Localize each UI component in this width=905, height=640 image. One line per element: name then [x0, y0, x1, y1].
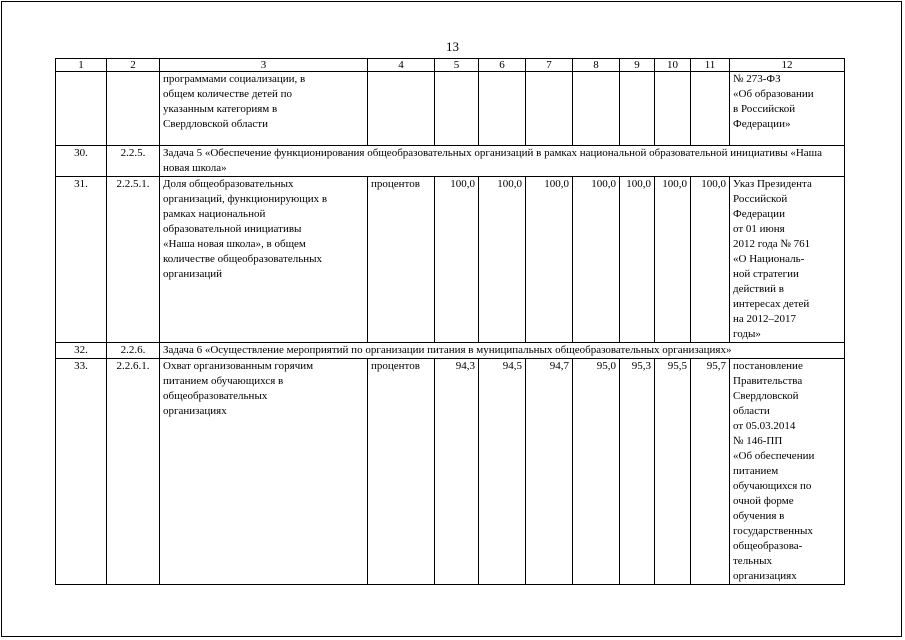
header-cell: 8 [573, 59, 620, 72]
header-row [56, 59, 845, 72]
value-cell: 100,0 [620, 177, 655, 343]
header-cell: 10 [655, 59, 691, 72]
indicator-cell: Доля общеобразовательных организаций, функционирующих в рамках национальной образовательной инициативы «Наша новая школа», в общем количестве общеобразовательных организаций [160, 177, 368, 343]
header-cell: 12 [730, 59, 845, 72]
row-number-cell: 33. [56, 359, 107, 585]
header-cell: 4 [368, 59, 435, 72]
value-cell: 94,7 [526, 359, 573, 585]
header-cell: 2 [107, 59, 160, 72]
header-cell: 6 [479, 59, 526, 72]
task-title-cell: Задача 5 «Обеспечение функционирования общеобразовательных организаций в рамках национальной образовательной инициативы «Наша новая школа» [160, 146, 845, 177]
task-title-cell: Задача 6 «Осуществление мероприятий по организации питания в муниципальных общеобразовательных организациях» [160, 343, 845, 359]
header-cell: 7 [526, 59, 573, 72]
value-cell: 100,0 [479, 177, 526, 343]
value-cell: 100,0 [435, 177, 479, 343]
row-code-cell: 2.2.5.1. [107, 177, 160, 343]
value-cell: 100,0 [691, 177, 730, 343]
indicator-cell: Охват организованным горячим питанием обучающихся в общеобразовательных организациях [160, 359, 368, 585]
indicator-cell: программами социализации, в общем количестве детей по указанным категориям в Свердловской области [160, 72, 368, 146]
value-cell: 95,3 [620, 359, 655, 585]
header-cell: 1 [56, 59, 107, 72]
row-number-cell: 31. [56, 177, 107, 343]
source-cell: постановление Правительства Свердловской области от 05.03.2014 № 146-ПП «Об обеспечении питанием обучающихся по очной форме обучения в государственных общеобразова- тельных организациях [730, 359, 845, 585]
header-cell: 11 [691, 59, 730, 72]
value-cell [435, 72, 479, 146]
value-cell: 100,0 [655, 177, 691, 343]
value-cell [526, 72, 573, 146]
source-cell: № 273-ФЗ «Об образовании в Российской Федерации» [730, 72, 845, 146]
row-number-cell: 30. [56, 146, 107, 177]
page-number: 13 [446, 39, 459, 54]
value-cell [573, 72, 620, 146]
table-row [56, 177, 845, 343]
row-number-cell [56, 72, 107, 146]
task-row [56, 146, 845, 177]
value-cell [691, 72, 730, 146]
header-cell: 5 [435, 59, 479, 72]
row-code-cell: 2.2.5. [107, 146, 160, 177]
value-cell: 100,0 [526, 177, 573, 343]
unit-cell: процентов [368, 177, 435, 343]
value-cell: 100,0 [573, 177, 620, 343]
value-cell [620, 72, 655, 146]
row-code-cell: 2.2.6. [107, 343, 160, 359]
header-cell: 9 [620, 59, 655, 72]
value-cell: 94,5 [479, 359, 526, 585]
table-row [56, 359, 845, 585]
unit-cell: процентов [368, 359, 435, 585]
row-number-cell: 32. [56, 343, 107, 359]
source-cell: Указ Президента Российской Федерации от 01 июня 2012 года № 761 «О Националь- ной стратегии действий в интересах детей на 2012–2017 годы» [730, 177, 845, 343]
table-row [56, 72, 845, 146]
row-code-cell: 2.2.6.1. [107, 359, 160, 585]
task-row [56, 343, 845, 359]
value-cell [479, 72, 526, 146]
header-cell: 3 [160, 59, 368, 72]
value-cell [655, 72, 691, 146]
row-code-cell [107, 72, 160, 146]
value-cell: 95,5 [655, 359, 691, 585]
unit-cell [368, 72, 435, 146]
indicators-table [55, 58, 845, 585]
value-cell: 95,7 [691, 359, 730, 585]
value-cell: 94,3 [435, 359, 479, 585]
value-cell: 95,0 [573, 359, 620, 585]
